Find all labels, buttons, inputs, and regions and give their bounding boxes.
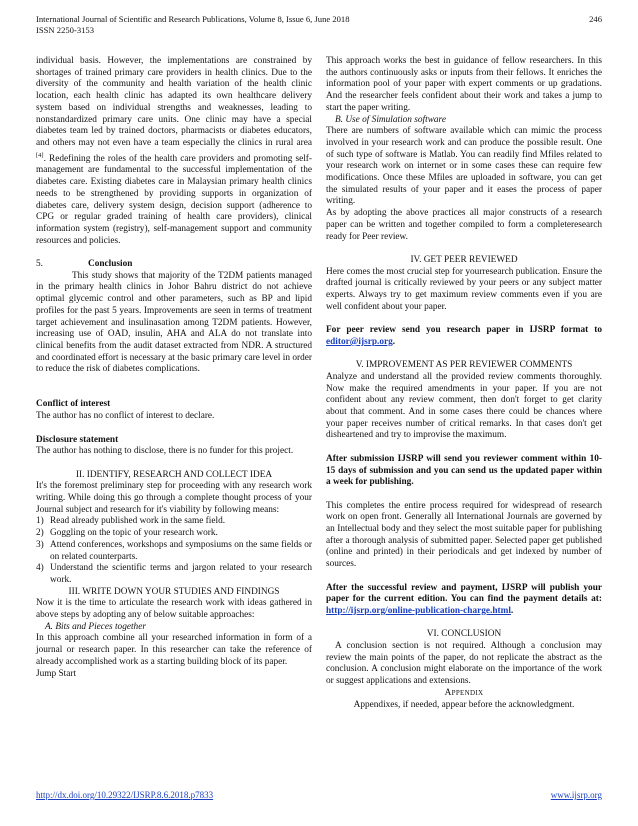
section-5-text: Analyze and understand all the provided review comments thoroughly. Now make the required amendments in your paper. If you are not confident about any review comment, then don't forget to get clarity about that comment. And in some cases there could be chances where your paper receives number of critical remarks. In that cases don't get disheartened and try to improvise the maximum. bbox=[326, 371, 602, 441]
section-heading-5: V. IMPROVEMENT AS PER REVIEWER COMMENTS bbox=[355, 360, 573, 371]
section-heading-conclusion: 5. Conclusion bbox=[36, 259, 133, 270]
section-heading-6: VI. CONCLUSION bbox=[426, 629, 502, 640]
editor-email-link[interactable]: editor@ijsrp.org bbox=[326, 336, 393, 347]
site-link[interactable]: www.ijsrp.org bbox=[550, 790, 602, 800]
body-paragraph: This completes the entire process required for widespread of research work on open front. Generally all International Journals are governed by an Intellectual body and they select the most suitable paper for publishing after a thorough analysis of submitted paper. Selected paper get published (online and printed) in their periodicals and get indexed by number of sources. bbox=[326, 500, 602, 570]
list-item: 4) Understand the scientific terms and jargon related to your research work. bbox=[36, 563, 312, 585]
appendix-text: Appendixes, if needed, appear before the acknowledgment. bbox=[353, 699, 575, 710]
appendix-heading: Appendix bbox=[444, 687, 484, 698]
section-3-text: Now it is the time to articulate the research work with ideas gathered in above steps by adopting any of below suitable approaches: bbox=[36, 598, 312, 621]
body-paragraph: This approach works the best in guidance of fellow researchers. In this the authors continuously asks or inputs from their fellows. It enriches the information pool of your paper with expert comments or up gradations. And the researcher feels confident about their work and takes a jump to start the paper writing. bbox=[326, 56, 602, 113]
section-2-text: It's the foremost preliminary step for proceeding with any research work writing. While doing this go through a complete thought process of your Journal subject and research for it's viability by following means: bbox=[36, 481, 312, 515]
right-column bbox=[326, 56, 602, 711]
list-item: 1) Read already published work in the same field. bbox=[36, 516, 226, 527]
disclosure-text: The author has nothing to disclose, there is no funder for this project. bbox=[36, 446, 294, 457]
submission-note: After submission IJSRP will send you reviewer comment within 10-15 days of submission and you can send us the updated paper within a week for publishing. bbox=[326, 453, 602, 488]
jump-start-label: Jump Start bbox=[36, 668, 77, 679]
heading-disclosure: Disclosure statement bbox=[36, 434, 119, 445]
left-column bbox=[36, 56, 312, 680]
payment-note: After the successful review and payment, IJSRP will publish your paper for the current edition. You can find the payment details at: http://ijsrp.org/online-publication-charge.html. bbox=[326, 582, 602, 616]
steps-list bbox=[36, 516, 312, 586]
body-paragraph: individual basis. However, the implementations are constrained by shortages of trained primary care providers in health clinics. Due to the diversity of the community and health variation of the health clinic location, each health clinic has adapted its own healthcare delivery system based on individual strengths and weaknesses, leading to nonstandardized primary care units. One clinic may have a special diabetes team led by trained doctors, pharmacists or diabetes educators, and others may not even have a team especially the clinics in rural area [4]. Redefining the roles of the health care providers and promoting self-management are fundamental to the successful implementation of the diabetes care. Existing diabetes care in Malaysian primary health clinics needs to be strengthened by providing supports in organization of diabetes care, delivery system design, decision support (adherence to CPG or regular graded training of health care providers), clinical information system (registry), self-management support and community resources and policies. bbox=[36, 56, 312, 246]
section-heading-3: III. WRITE DOWN YOUR STUDIES AND FINDINGS bbox=[68, 586, 280, 597]
conclusion-text: A conclusion section is not required. Although a conclusion may review the main points of the paper, do not replicate the abstract as the conclusion. A conclusion might elaborate on the importance of the work or suggest applications and extensions. bbox=[326, 641, 602, 687]
page-number: 246 bbox=[589, 14, 602, 24]
doi-link[interactable]: http://dx.doi.org/10.29322/IJSRP.8.6.2018.p7833 bbox=[36, 790, 214, 800]
list-item: 3) Attend conferences, workshops and symposiums on the same fields or on related counterparts. bbox=[36, 539, 312, 562]
section-heading-4: IV. GET PEER REVIEWED bbox=[410, 254, 518, 265]
peer-review-note: For peer review send you research paper in IJSRP format to editor@ijsrp.org. bbox=[326, 325, 602, 347]
body-paragraph: As by adopting the above practices all major constructs of a research paper can be written and together compiled to form a completeresearch ready for Peer review. bbox=[326, 208, 602, 242]
subheading-a: A. Bits and Pieces together bbox=[45, 621, 146, 632]
section-heading-2: II. IDENTIFY, RESEARCH AND COLLECT IDEA bbox=[75, 469, 273, 480]
page-footer bbox=[36, 790, 602, 800]
citation-ref: [4] bbox=[36, 151, 44, 159]
conclusion-paragraph: This study shows that majority of the T2DM patients managed in the primary health clinics in Johor Bahru district do not achieve optimal glycemic control and other parameters, such as BP and lipid profiles for the past 5 years. Improvements are seen in terms of treatment target achievement and insulinasation among T2DM patients. However, increasing use of OAD, insulin, AHA and ALA do not translate into clinical benefits from the audit dataset extracted from NDR. A structured and coordinated effort is necessary at the basic primary care level in order to reduce the risk of diabetes complications. bbox=[36, 270, 312, 375]
section-4-text: Here comes the most crucial step for yourresearch publication. Ensure the drafted journal is critically reviewed by your peers or any subject matter experts. Always try to get maximum review comments even if you are well confident about your paper. bbox=[326, 266, 602, 312]
payment-link[interactable]: http://ijsrp.org/online-publication-charge.html bbox=[326, 605, 511, 616]
journal-title: International Journal of Scientific and Research Publications, Volume 8, Issue 6, June 2018 bbox=[36, 14, 350, 24]
subsection-a-text: In this approach combine all your researched information in form of a journal or research paper. In this researcher can take the reference of already accomplished work as a starting building block of its paper. bbox=[36, 633, 312, 667]
subsection-b-text: There are numbers of software available which can mimic the process involved in your research work and can produce the possible result. One of such type of software is Matlab. You can readily find Mfiles related to your research work on internet or in some cases these can require few modifications. Once these Mfiles are uploaded in software, you can get the simulated results of your paper and it eases the process of paper writing. bbox=[326, 126, 602, 207]
heading-conflict-of-interest: Conflict of interest bbox=[36, 399, 111, 410]
conflict-text: The author has no conflict of interest to declare. bbox=[36, 411, 215, 422]
issn: ISSN 2250-3153 bbox=[36, 25, 95, 35]
list-item: 2) Goggling on the topic of your research work. bbox=[36, 528, 218, 539]
subheading-b: B. Use of Simulation software bbox=[335, 114, 446, 125]
page-header bbox=[36, 14, 602, 36]
